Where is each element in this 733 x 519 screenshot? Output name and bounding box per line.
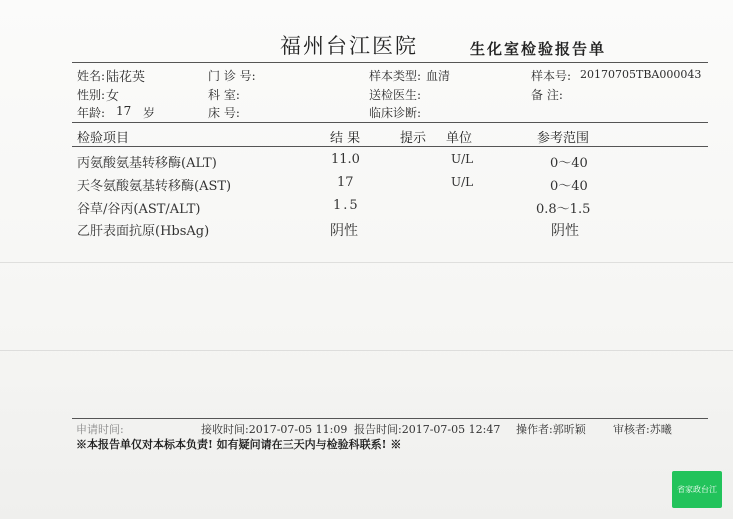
col-header-item: 检验项目 <box>77 131 130 146</box>
col-header-result: 结 果 <box>330 131 361 146</box>
disclaimer-note: ※本报告单仅对本标本负责! 如有疑问请在三天内与检验科联系! ※ <box>76 438 402 451</box>
test-range: 0.8～1.5 <box>536 202 591 217</box>
test-unit: U/L <box>451 175 474 189</box>
sample-no-label: 样本号: <box>531 69 572 83</box>
test-item-name: 丙氨酸氨基转移酶(ALT) <box>77 156 217 171</box>
doctor-label: 送检医生: <box>369 88 422 102</box>
receive-time: 接收时间:2017-07-05 11:09 <box>201 423 348 436</box>
col-header-unit: 单位 <box>446 131 473 146</box>
test-item-name: 天冬氨酸氨基转移酶(AST) <box>77 179 232 194</box>
header-rule <box>72 62 708 63</box>
test-range: 0～40 <box>550 179 588 194</box>
patient-gender: 女 <box>106 89 120 104</box>
age-unit: 岁 <box>143 106 156 120</box>
paper-fold-line <box>0 262 733 263</box>
name-label: 姓名: <box>77 69 106 83</box>
info-rule <box>72 122 708 123</box>
patient-name: 陆花英 <box>106 70 146 85</box>
reviewer: 审核者:苏曦 <box>613 423 672 436</box>
test-range: 阴性 <box>551 223 579 239</box>
report-time: 报告时间:2017-07-05 12:47 <box>354 423 501 436</box>
report-title: 生化室检验报告单 <box>470 40 607 58</box>
col-header-range: 参考范围 <box>537 131 590 146</box>
test-result: 1.5 <box>333 198 360 213</box>
dept-label: 科 室: <box>208 88 240 102</box>
diagnosis-label: 临床诊断: <box>369 106 422 120</box>
clinic-no-label: 门 诊 号: <box>208 69 256 83</box>
remark-label: 备 注: <box>531 88 563 102</box>
footer-rule <box>72 418 708 419</box>
sample-type-label: 样本类型: <box>369 69 422 83</box>
operator: 操作者:郭昕颖 <box>516 423 586 436</box>
gender-label: 性别: <box>77 88 106 102</box>
test-result: 11.0 <box>331 152 360 167</box>
test-unit: U/L <box>451 152 474 166</box>
patient-age: 17 <box>116 104 132 118</box>
test-item-name: 乙肝表面抗原(HbsAg) <box>77 224 210 239</box>
bed-label: 床 号: <box>208 106 240 120</box>
watermark-badge: 省家政台江 <box>672 471 722 508</box>
apply-time-label: 申请时间: <box>76 423 124 436</box>
sample-no: 20170705TBA000043 <box>580 68 702 81</box>
test-result: 17 <box>337 175 354 190</box>
test-range: 0～40 <box>550 156 588 171</box>
table-header-rule <box>72 146 708 147</box>
sample-type: 血清 <box>426 69 451 83</box>
test-item-name: 谷草/谷丙(AST/ALT) <box>77 202 201 217</box>
hospital-name: 福州台江医院 <box>280 34 418 58</box>
paper-fold-line <box>0 350 733 351</box>
col-header-hint: 提示 <box>400 131 427 146</box>
test-result: 阴性 <box>330 223 358 239</box>
age-label: 年龄: <box>77 106 106 120</box>
